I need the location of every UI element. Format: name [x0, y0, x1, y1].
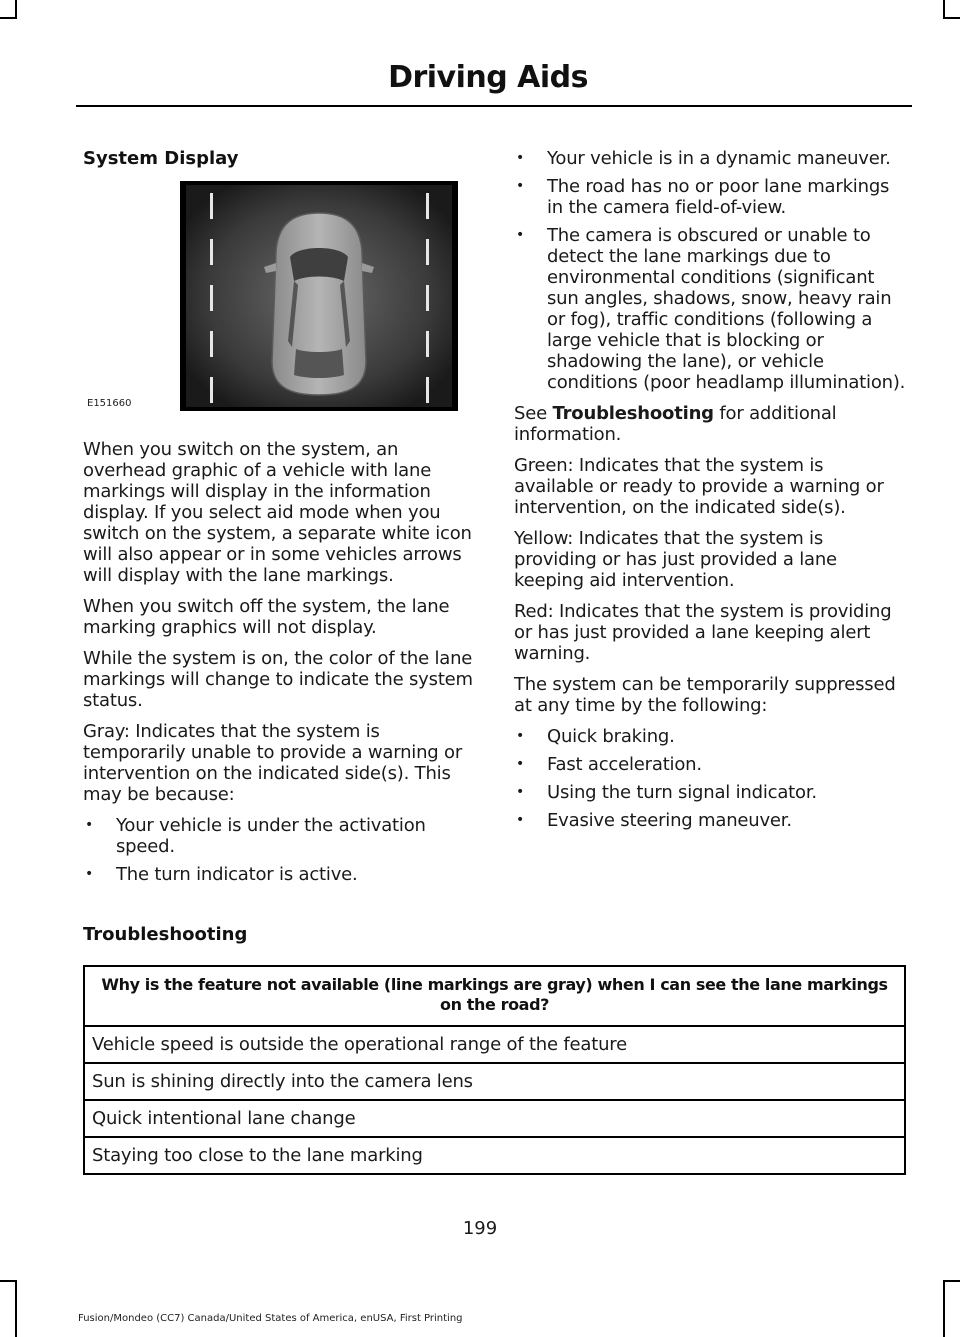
figure-system-display	[83, 181, 473, 411]
footer-text: Fusion/Mondeo (CC7) Canada/United States of America, enUSA, First Printing	[78, 1313, 463, 1324]
header-divider	[76, 105, 912, 107]
troubleshooting-table	[83, 965, 906, 1175]
list-item: • Quick braking.	[514, 726, 908, 747]
table-cell: Staying too close to the lane marking	[84, 1137, 905, 1174]
list-item: • The turn indicator is active.	[83, 864, 473, 885]
see-prefix: See	[514, 403, 547, 424]
page-title: Driving Aids	[388, 60, 588, 95]
crop-mark	[15, 0, 17, 18]
crop-mark	[15, 1280, 17, 1337]
troubleshooting-link[interactable]: Troubleshooting	[552, 403, 714, 424]
table-question: Why is the feature not available (line markings are gray) when I can see the lane markings on the road?	[84, 966, 905, 1026]
crop-mark	[943, 17, 960, 19]
crop-mark	[0, 1280, 17, 1282]
paragraph: Gray: Indicates that the system is temporarily unable to provide a warning or intervention on the indicated side(s). This may be because:	[83, 721, 463, 805]
bullet-list	[83, 815, 473, 885]
figure-label: E151660	[87, 398, 132, 409]
bullet-list	[514, 148, 908, 393]
list-item: • Your vehicle is in a dynamic maneuver.	[514, 148, 908, 169]
crop-mark	[943, 0, 945, 18]
list-item: • Evasive steering maneuver.	[514, 810, 908, 831]
section-heading: System Display	[83, 148, 239, 169]
right-column	[514, 148, 908, 841]
car-lane-graphic	[180, 181, 458, 411]
crop-mark	[943, 1280, 945, 1337]
bullet-list	[514, 726, 908, 831]
table-header-row	[84, 966, 905, 1026]
paragraph: Red: Indicates that the system is providing or has just provided a lane keeping alert warning.	[514, 601, 892, 664]
table-cell: Quick intentional lane change	[84, 1100, 905, 1137]
table-row	[84, 1026, 905, 1063]
table-cell: Sun is shining directly into the camera lens	[84, 1063, 905, 1100]
paragraph: When you switch off the system, the lane marking graphics will not display.	[83, 596, 450, 638]
see-suffix: for additional information.	[514, 403, 837, 445]
table-row	[84, 1137, 905, 1174]
vehicle-icon	[264, 213, 374, 395]
see-reference	[514, 403, 908, 445]
crop-mark	[0, 17, 17, 19]
troubleshooting-heading: Troubleshooting	[83, 924, 248, 945]
paragraph: Green: Indicates that the system is available or ready to provide a warning or intervention, on the indicated side(s).	[514, 455, 884, 518]
left-column	[83, 148, 473, 895]
list-item: • The road has no or poor lane markings in the camera field-of-view.	[514, 176, 908, 218]
list-item: • Using the turn signal indicator.	[514, 782, 908, 803]
page-number: 199	[462, 1218, 498, 1239]
paragraph: Yellow: Indicates that the system is providing or has just provided a lane keeping aid intervention.	[514, 528, 837, 591]
paragraph: When you switch on the system, an overhead graphic of a vehicle with lane markings will display in the information display. If you select aid mode when you switch on the system, a separate white icon will also appear or in some vehicles arrows will display with the lane markings.	[83, 439, 472, 586]
paragraph: While the system is on, the color of the lane markings will change to indicate the system status.	[83, 648, 473, 711]
table-cell: Vehicle speed is outside the operational range of the feature	[84, 1026, 905, 1063]
lane-display-illustration	[180, 181, 458, 411]
list-item: • The camera is obscured or unable to detect the lane markings due to environmental conditions (significant sun angles, shadows, snow, heavy rain or fog), traffic conditions (following a large vehicle that is blocking or shadowing the lane), or vehicle conditions (poor headlamp illumination).	[514, 225, 908, 393]
paragraph: The system can be temporarily suppressed at any time by the following:	[514, 674, 896, 716]
table-row	[84, 1100, 905, 1137]
list-item: • Fast acceleration.	[514, 754, 908, 775]
table-row	[84, 1063, 905, 1100]
list-item: • Your vehicle is under the activation speed.	[83, 815, 473, 857]
crop-mark	[943, 1280, 960, 1282]
